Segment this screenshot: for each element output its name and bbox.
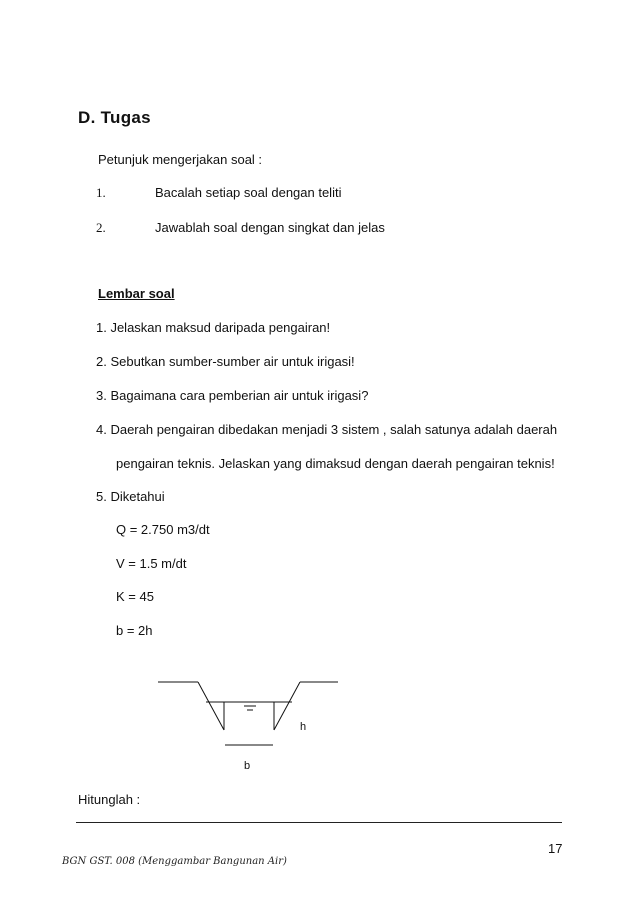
section-heading: D. Tugas bbox=[78, 108, 151, 127]
given-value: b = 2h bbox=[116, 623, 153, 638]
step-number: 2. bbox=[96, 220, 106, 235]
footer-divider bbox=[76, 822, 562, 823]
question-item-continued: pengairan teknis. Jelaskan yang dimaksud dengan daerah pengairan teknis! bbox=[116, 456, 555, 471]
left-slope-line bbox=[198, 682, 224, 730]
calculate-prompt: Hitunglah : bbox=[78, 792, 141, 807]
step-text: Bacalah setiap soal dengan teliti bbox=[155, 185, 342, 200]
right-slope-line bbox=[274, 682, 300, 730]
instructions-intro: Petunjuk mengerjakan soal : bbox=[98, 152, 263, 167]
worksheet-heading: Lembar soal bbox=[98, 286, 175, 301]
step-text: Jawablah soal dengan singkat dan jelas bbox=[155, 220, 385, 235]
given-value: Q = 2.750 m3/dt bbox=[116, 522, 210, 537]
page-number: 17 bbox=[548, 841, 563, 856]
question-item: 5. Diketahui bbox=[96, 489, 165, 504]
step-number: 1. bbox=[96, 185, 106, 200]
question-item: 1. Jelaskan maksud daripada pengairan! bbox=[96, 320, 331, 335]
depth-label: h bbox=[300, 721, 307, 733]
footer-code: BGN GST. 008 (Menggambar Bangunan Air) bbox=[62, 856, 287, 867]
given-value: V = 1.5 m/dt bbox=[116, 556, 187, 571]
given-value: K = 45 bbox=[116, 589, 154, 604]
width-label: b bbox=[244, 760, 251, 770]
question-item: 4. Daerah pengairan dibedakan menjadi 3 sistem , salah satunya adalah daerah bbox=[96, 422, 558, 437]
question-item: 2. Sebutkan sumber-sumber air untuk irigasi! bbox=[96, 354, 355, 369]
question-item: 3. Bagaimana cara pemberian air untuk irigasi? bbox=[96, 388, 369, 403]
channel-cross-section-diagram bbox=[150, 672, 350, 770]
